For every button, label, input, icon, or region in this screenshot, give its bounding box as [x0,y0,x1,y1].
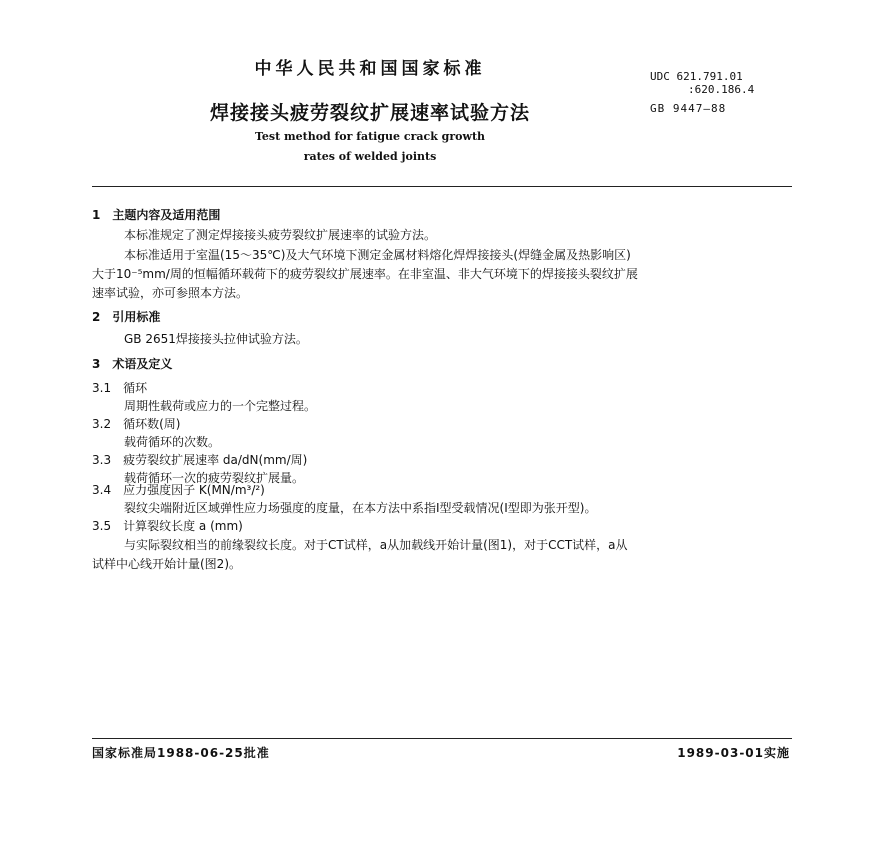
term-3-1: 3.1 循环 [92,381,148,395]
term-3-5-definition-line2: 试样中心线开始计量(图2)。 [92,557,241,571]
term-3-3: 3.3 疲劳裂纹扩展速率 da/dN(mm/周) [92,453,308,467]
term-3-1-definition: 周期性载荷或应力的一个完整过程。 [124,399,317,413]
effective-date: 1989-03-01实施 [677,746,790,760]
section-1-paragraph-2-line2: 大于10⁻⁵mm/周的恒幅循环载荷下的疲劳裂纹扩展速率。在非室温、非大气环境下的焊接接头裂纹扩展 [92,267,638,281]
header-divider [92,186,792,187]
section-1-paragraph-1: 本标准规定了测定焊接接头疲劳裂纹扩展速率的试验方法。 [124,228,437,242]
section-2-heading: 2 引用标准 [92,310,161,324]
udc-code-line1: UDC 621.791.01 [650,70,743,83]
term-3-2-definition: 载荷循环的次数。 [124,435,221,449]
term-3-5: 3.5 计算裂纹长度 a (mm) [92,519,243,533]
english-title-line2: rates of welded joints [303,150,437,163]
section-3-heading: 3 术语及定义 [92,357,173,371]
udc-code-line2: :620.186.4 [688,83,755,96]
document-title: 焊接接头疲劳裂纹扩展速率试验方法 [209,102,530,124]
term-3-4: 3.4 应力强度因子 K(MN/m³/²) [92,483,265,497]
term-3-2: 3.2 循环数(周) [92,417,181,431]
section-2-paragraph: GB 2651焊接接头拉伸试验方法。 [124,332,308,346]
section-1-paragraph-2-line3: 速率试验，亦可参照本方法。 [92,286,249,300]
national-standard-heading: 中华人民共和国国家标准 [254,59,486,79]
section-1-paragraph-2-line1: 本标准适用于室温(15～35℃)及大气环境下测定金属材料熔化焊焊接接头(焊缝金属及热影响区) [124,248,631,262]
gb-standard-number: GB 9447—88 [650,102,727,115]
section-1-heading: 1 主题内容及适用范围 [92,208,221,222]
term-3-4-definition: 裂纹尖端附近区域弹性应力场强度的度量，在本方法中系指Ⅰ型受载情况(Ⅰ型即为张开型)。 [124,501,597,515]
footer-divider [92,738,792,739]
english-title-line1: Test method for fatigue crack growth [254,130,486,143]
term-3-3-definition: 载荷循环一次的疲劳裂纹扩展量。 [124,471,305,485]
term-3-5-definition-line1: 与实际裂纹相当的前缘裂纹长度。对于CT试样，a从加载线开始计量(图1)，对于CCT试样，a从 [124,538,628,552]
approval-date: 国家标准局1988-06-25批准 [92,746,270,760]
